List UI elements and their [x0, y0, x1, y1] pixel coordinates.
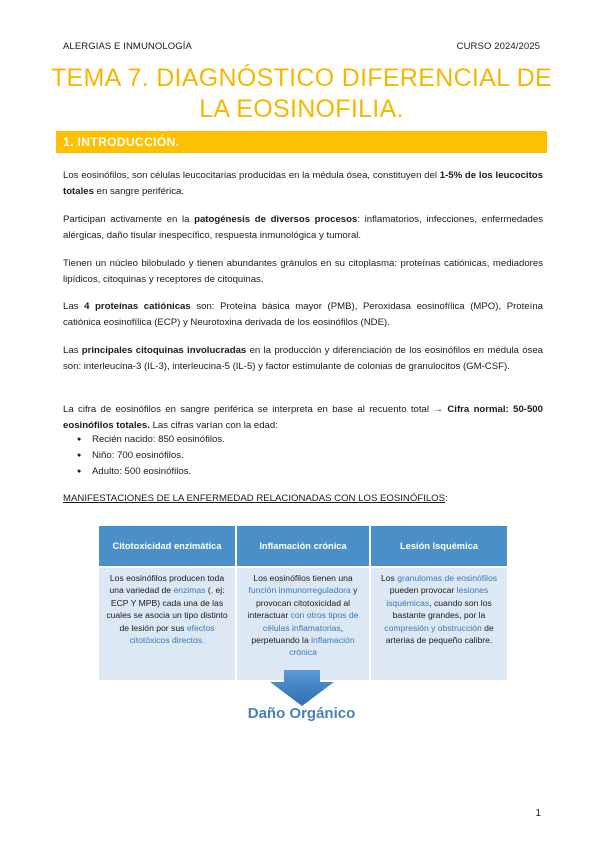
text-run: , cuando son los bastante grandes, por la: [392, 597, 492, 621]
text-run: pueden provocar: [389, 585, 457, 596]
result-dano-organico: Daño Orgánico: [247, 705, 356, 722]
text-run: Los eosinófilos producen toda una variedad de: [109, 573, 225, 596]
text-run: Participan activamente en la: [63, 214, 195, 225]
column-head-isquemica: Lesión Isquémica: [370, 525, 508, 567]
text-run: Los eosinófilos, son células leucocitarias producidas en la médula ósea, constituyen del: [63, 170, 440, 181]
text-run: son: Proteína básica mayor (PMB), Peroxidasa eosinofílica (MPO), Proteína catiónica eosinofílica (ECP) y Neurotoxina derivada de los eosinófilos (NDE).: [63, 301, 543, 328]
text-highlight: enzimas: [173, 585, 206, 596]
column-body-isquemica: [370, 567, 508, 681]
paragraph-intro: [63, 168, 543, 200]
text-run: Las cifras varían con la edad:: [149, 420, 278, 431]
text-highlight: inflamación crónica: [289, 635, 355, 658]
text-bold: patogénesis de diversos procesos: [194, 214, 358, 225]
column-head-inflamacion: Inflamación crónica: [236, 525, 370, 567]
text-run: , perpetuando la: [251, 622, 344, 646]
header-course: CURSO 2024/2025: [456, 41, 540, 52]
column-body-inflamacion: [236, 567, 370, 681]
arrow-down-icon: [270, 670, 334, 706]
text-run: de arterias de pequeño calibre.: [385, 622, 494, 646]
list-item: ● Niño: 700 eosinófilos.: [63, 448, 225, 464]
paragraph-count: [63, 402, 543, 434]
text-run: MANIFESTACIONES DE LA ENFERMEDAD RELACIONADAS CON LOS EOSINÓFILOS: [63, 493, 446, 504]
paragraph-pathogenesis: [63, 212, 543, 244]
text-highlight: función inmunorreguladora: [248, 585, 351, 596]
text-run: : inflamatorios, infecciones, enfermedades alérgicas, daño tisular inespecífico, respuesta inmunológica y tumoral.: [63, 214, 543, 241]
list-item: ● Adulto: 500 eosinófilos.: [63, 464, 225, 480]
list-item: ● Recién nacido: 850 eosinófilos.: [63, 432, 225, 448]
paragraph-nucleus: [63, 256, 543, 288]
header-subject: ALERGIAS E INMUNOLOGÍA: [63, 41, 192, 52]
text-run: Los: [380, 573, 398, 583]
text-highlight: granulomas de eosinófilos: [397, 573, 498, 583]
text-bold: Cifra normal: 50-500 eosinófilos totales.: [63, 404, 543, 431]
text-run: Tienen un núcleo bilobulado y tienen abundantes gránulos en su citoplasma: proteínas catiónicas, mediadores lipídicos, citoquinas y receptores de citoquinas.: [63, 258, 543, 285]
section-heading-bar: [56, 131, 547, 153]
text-run: en la producción y diferenciación de los eosinófilos en médula ósea son: interleucina-3 (IL-3), interleucina-5 (IL-5) y factor estimulante de colonias de granulocitos (GM-CSF).: [63, 345, 544, 372]
text-run: :: [445, 493, 448, 504]
age-list: [63, 432, 225, 480]
paragraph-cationic-proteins: [63, 299, 543, 331]
arrow-right-icon: →: [433, 404, 443, 415]
text-highlight: compresión y obstrucción: [384, 622, 482, 633]
text-run: (. ej: ECP Y MPB) cada una de las cuales se asocia un tipo distinto de lesión por sus: [106, 585, 228, 633]
text-highlight: lesiones isquémicas: [386, 585, 489, 608]
text-bold: principales citoquinas involucradas: [81, 345, 247, 356]
text-run: Los eosinófilos tienen una: [253, 573, 353, 583]
text-run: Las: [63, 345, 82, 356]
section-heading: 1. INTRODUCCIÓN.: [63, 135, 180, 149]
page-number: 1: [535, 808, 541, 819]
page-title-line-2: LA EOSINOFILIA.: [199, 95, 404, 123]
column-body-citotoxicidad: [98, 567, 236, 681]
text-highlight: efectos citotóxicos directos.: [129, 622, 215, 646]
paragraph-cytokines: [63, 343, 543, 375]
text-bold: 1-5% de los leucocitos totales: [63, 170, 543, 197]
text-run: en sangre periférica.: [93, 186, 185, 197]
column-head-citotoxicidad: Citotoxicidad enzimática: [98, 525, 236, 567]
page-title-line-1: TEMA 7. DIAGNÓSTICO DIFERENCIAL DE: [50, 64, 553, 92]
text-run: Las: [63, 301, 85, 312]
text-run: y provocan citotoxicidad al interactuar: [247, 585, 358, 621]
text-run: La cifra de eosinófilos en sangre periférica se interpreta en base al recuento total: [63, 404, 434, 415]
text-bold: 4 proteínas catiónicas: [84, 301, 191, 312]
manifestations-heading: [63, 493, 448, 504]
text-highlight: con otros tipos de células inflamatorias: [262, 610, 359, 633]
page-title: [50, 63, 553, 125]
